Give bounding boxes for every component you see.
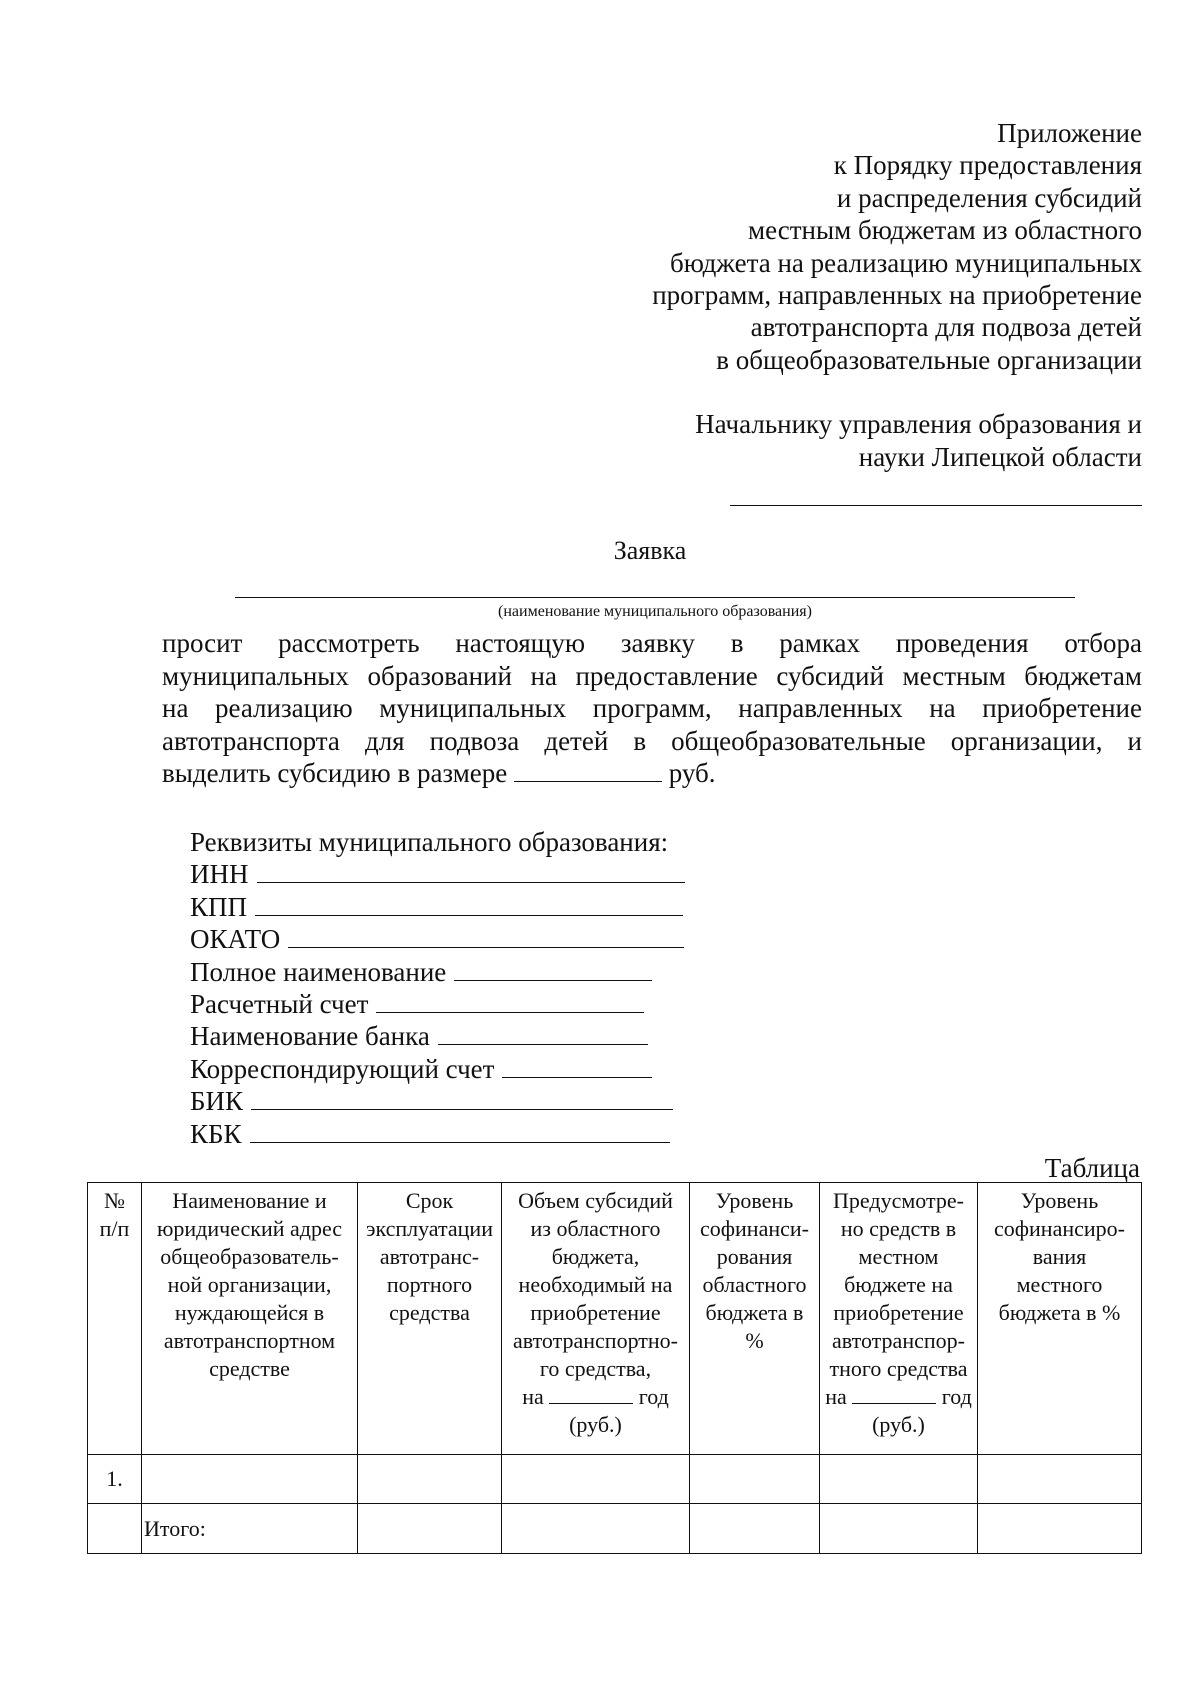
appendix-line: и распределения субсидий — [836, 182, 1142, 213]
municipality-caption: (наименование муниципального образования) — [498, 603, 812, 620]
paragraph-line: автотранспорта для подвоза детей в общеобразовательные организации, и — [162, 725, 1142, 756]
table-cell — [820, 1504, 978, 1554]
requisites-heading: Реквизиты муниципального образования: — [190, 827, 669, 857]
addressee-line: Начальнику управления образования и — [695, 409, 1142, 439]
paragraph-line: просит рассмотреть настоящую заявку в рамках проведения отбора — [162, 628, 1142, 658]
total-label: Итого: — [142, 1504, 358, 1554]
subsidy-amount-label: выделить субсидию в размере — [162, 758, 508, 788]
table-row — [88, 1455, 1142, 1504]
requisite-blank — [502, 1053, 652, 1078]
subsidy-table — [87, 1182, 1142, 1554]
appendix-line: в общеобразовательные организации — [716, 344, 1142, 375]
document-title: Заявка — [613, 536, 687, 565]
requisite-corr-account — [190, 1053, 750, 1085]
header-service-life: Срок эксплуатации автотранс- портного средства — [358, 1183, 502, 1455]
requisite-full-name — [190, 956, 750, 988]
requisite-blank — [257, 858, 685, 883]
municipality-blank-line — [235, 597, 1075, 598]
table-cell — [820, 1455, 978, 1504]
table-cell — [690, 1504, 820, 1554]
table-cell — [358, 1504, 502, 1554]
paragraph-line: муниципальных образований на предоставление субсидий местным бюджетам — [162, 660, 1142, 691]
appendix-line: Приложение — [997, 118, 1142, 148]
paragraph-line — [162, 757, 1142, 790]
appendix-block — [582, 117, 1142, 376]
requisite-label: Расчетный счет — [190, 989, 369, 1020]
requisite-label: Корреспондирующий счет — [190, 1053, 495, 1084]
table-cell — [502, 1455, 690, 1504]
addressee-blank-line — [730, 505, 1142, 506]
requisite-label: Полное наименование — [190, 956, 447, 987]
table-label: Таблица — [1044, 1153, 1140, 1183]
paragraph-line: на реализацию муниципальных программ, направленных на приобретение — [162, 693, 1142, 723]
header-regional-cofinancing: Уровень софинанси- рования областного бюджета в % — [690, 1183, 820, 1455]
requisite-okato — [190, 923, 750, 955]
table-total-row — [88, 1504, 1142, 1554]
appendix-line: автотранспорта для подвоза детей — [750, 312, 1142, 343]
requisite-blank — [454, 956, 652, 981]
appendix-line: местным бюджетам из областного — [748, 215, 1142, 246]
requisites-block — [190, 826, 750, 1150]
table-cell — [88, 1504, 142, 1554]
requisite-blank — [251, 1085, 673, 1110]
table-cell — [142, 1455, 358, 1504]
currency-label: руб. — [668, 758, 716, 788]
header-local-funds: Предусмотре- но средств в местном бюджете на приобретение автотранспор- тного средства на год (руб.) — [820, 1183, 978, 1455]
request-paragraph — [162, 627, 1142, 790]
requisite-blank — [250, 1118, 670, 1143]
table-cell — [690, 1455, 820, 1504]
header-regional-subsidy: Объем субсидий из областного бюджета, необходимый на приобретение автотранспортно- го средства, на год (руб.) — [502, 1183, 690, 1455]
header-number: № п/п — [88, 1183, 142, 1455]
table-cell — [358, 1455, 502, 1504]
row-number: 1. — [88, 1455, 142, 1504]
requisite-blank — [255, 891, 683, 916]
requisite-inn — [190, 858, 750, 890]
requisite-label: ОКАТО — [190, 924, 281, 955]
requisite-bik — [190, 1085, 750, 1117]
requisite-label: Наименование банка — [190, 1021, 430, 1052]
table-cell — [502, 1504, 690, 1554]
appendix-line: к Порядку предоставления — [833, 150, 1142, 181]
header-local-cofinancing: Уровень софинансиро- вания местного бюджета в % — [978, 1183, 1142, 1455]
addressee-line: науки Липецкой области — [858, 442, 1142, 472]
requisite-blank — [376, 988, 644, 1013]
appendix-line: программ, направленных на приобретение — [652, 280, 1142, 311]
table-cell — [978, 1455, 1142, 1504]
requisite-blank — [438, 1020, 648, 1045]
requisite-label: КБК — [190, 1118, 242, 1149]
addressee-block — [582, 408, 1142, 474]
requisite-kbk — [190, 1118, 750, 1150]
subsidy-amount-blank — [514, 757, 662, 782]
requisite-label: ИНН — [190, 859, 249, 890]
header-organization: Наименование и юридический адрес общеобразователь- ной организации, нуждающейся в автотранспортном средстве — [142, 1183, 358, 1455]
requisite-account — [190, 988, 750, 1020]
requisite-bank-name — [190, 1020, 750, 1052]
requisite-kpp — [190, 891, 750, 923]
requisite-blank — [288, 923, 684, 948]
appendix-line: бюджета на реализацию муниципальных — [670, 247, 1142, 278]
requisite-label: КПП — [190, 891, 248, 922]
requisite-label: БИК — [190, 1086, 244, 1117]
table-cell — [978, 1504, 1142, 1554]
